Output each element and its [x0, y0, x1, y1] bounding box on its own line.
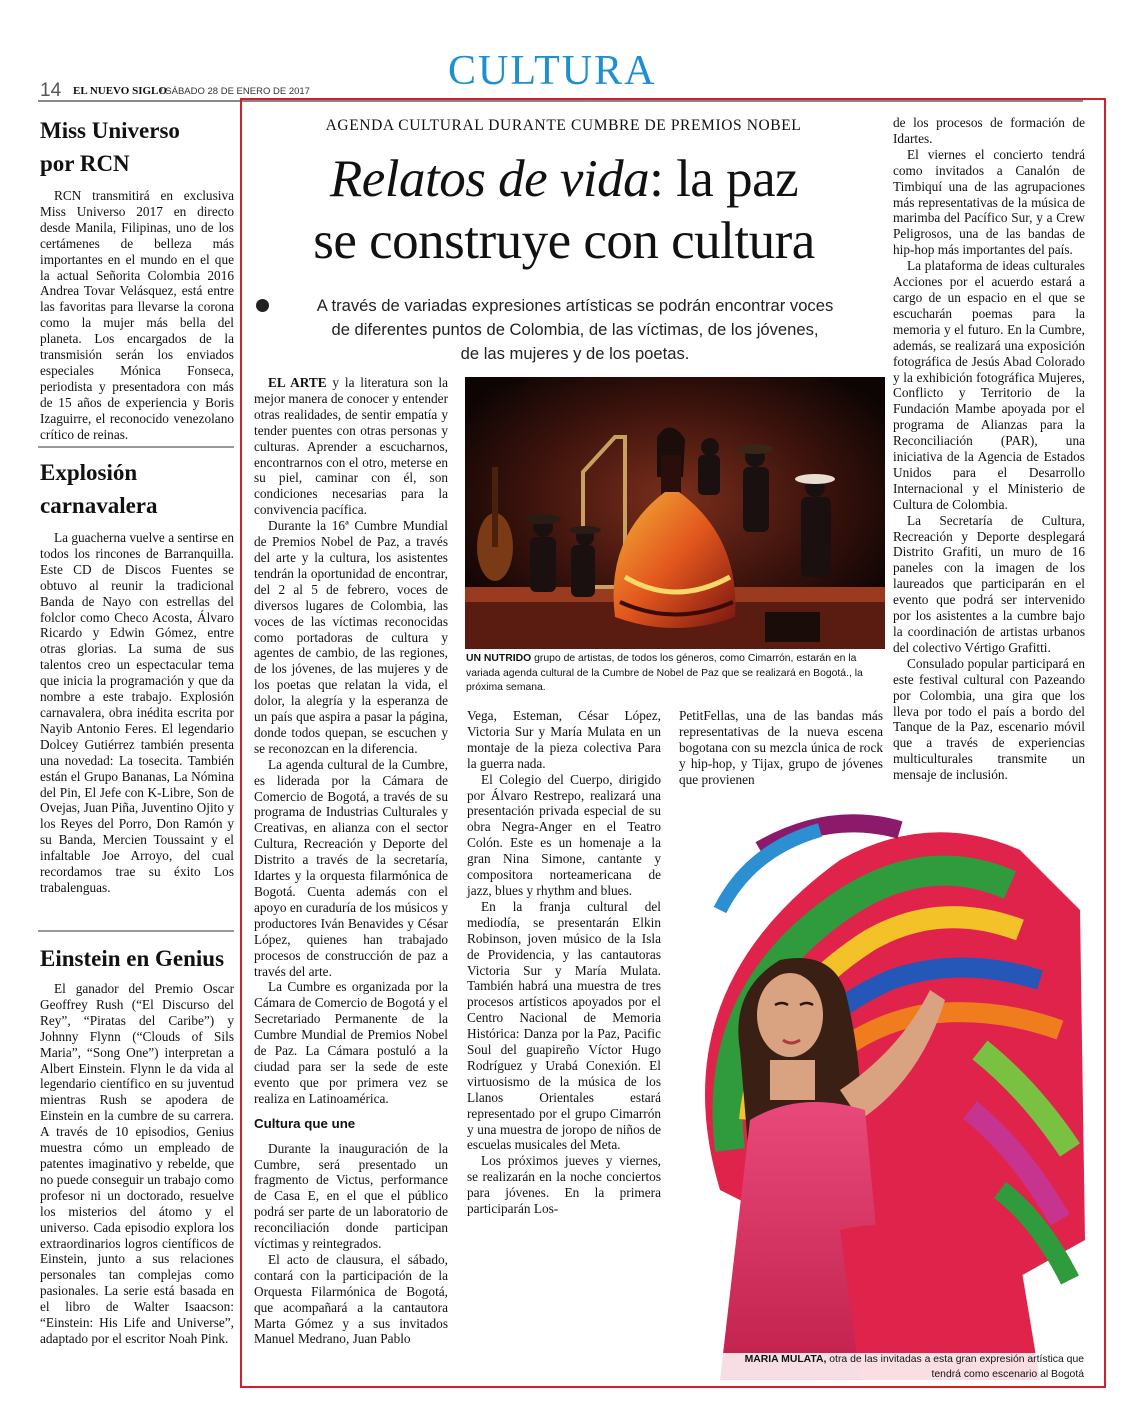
- sidebar-item: [40, 456, 234, 896]
- masthead: EL NUEVO SIGLO: [73, 85, 167, 97]
- sidebar-text: La guacherna vuelve a sentirse en todos los rincones de Barranquilla. Este CD de Discos Fuentes se obtuvo al reunir la tradicional Banda de Nayo con estrellas del folclor como Checo Acosta, Álvaro Ricardo y Edwin Gómez, entre otras glorias. La suma de sus talentos creo un espectacular tema que inicia la programación y que da nombre a este trabajo. Explosión carnavalera, obra inédita escrita por Nayib Antonio Feres. El legendario Dolcey Gutiérrez también presenta una novedad: La tosecita. También están el Grupo Bananas, La Nómina del Pin, El Jefe con K-Libre, Son de Ovejas, Juan Piña, Juventino Ojito y los Reyes del Porro, Don Ramón y su Banda, Mercien Toussaint y el infaltable Joe Arroyo, del cual recordamos trae su éxito Los trabalenguas.: [40, 530, 234, 895]
- article-column-2: Vega, Esteman, César López, Victoria Sur y María Mulata en un montaje de la pieza colectiva Para la guerra nada. El Colegio del Cuerpo, dirigido por Álvaro Restrepo, realizará una presentación privada especial de su obra Negra-Anger en el Teatro Colón. Este es un homenaje a la gran Nina Simone, cantante y compositora norteamericana de jazz, blues y rhythm and blues. En la franja cultural del mediodía, se presentarán Elkin Robinson, joven músico de la Isla de Providencia, y las cantautoras Victoria Sur y María Mulata. También habrá una muestra de tres procesos artísticos apoyados por el Centro Nacional de Memoria Histórica: Danza por la Paz, Pacific Soul del guapireño Víctor Hugo Rodríguez y Urabá Conexión. El virtuosismo de la música de los Llanos Orientales estará representado por el grupo Cimarrón y una muestra de joropo de niños de escuelas musicales del Meta. Los próximos jueves y viernes, se realizarán en la noche conciertos para jóvenes. En la primera participarán Los-: [467, 708, 661, 1217]
- issue-date: / SÁBADO 28 DE ENERO DE 2017: [160, 86, 310, 97]
- photo-maria-mulata: [600, 790, 1095, 1380]
- subhead: Cultura que une: [254, 1115, 356, 1131]
- sidebar-title: Einstein en Genius: [40, 946, 225, 971]
- article-column-3: PetitFellas, una de las bandas más representativas de la nueva escena bogotana con su mezcla única de rock y hip-hop, y Tijax, grupo de jóvenes que provienen: [679, 708, 883, 787]
- page-number: 14: [40, 80, 62, 101]
- headline: Relatos de vida: la paz se construye con cultura: [313, 150, 815, 270]
- sidebar-title: Explosión carnavalera: [40, 460, 158, 518]
- article-kicker: AGENDA CULTURAL DURANTE CUMBRE DE PREMIOS NOBEL: [325, 117, 802, 134]
- sidebar-title: Miss Universo por RCN: [40, 118, 180, 176]
- section-title: CULTURA: [448, 48, 657, 94]
- photo1-caption: UN NUTRIDO grupo de artistas, de todos los géneros, como Cimarrón, estarán en la variada agenda cultural de la Cumbre de Nobel de Paz que se realizará en Bogotá., la próxima semana.: [466, 653, 863, 694]
- sidebar-text: RCN transmitirá en exclusiva Miss Universo 2017 en directo desde Manila, Filipinas, uno de los certámenes de belleza más importantes en el mundo en el que la actual Señorita Colombia 2016 Andrea Tovar Velásquez, está entre las favoritas para llevarse la corona como la mujer más bella del planeta. Los encargados de la transmisión serán los enviados especiales Mónica Fonseca, periodista y presentadora con más de 15 años de experiencia y Boris Izaguirre, el reconocido venezolano crítico de reinas.: [40, 188, 234, 442]
- sidebar-item: [40, 942, 234, 1347]
- sidebar: [40, 114, 234, 443]
- photo-stage-performance: [465, 377, 885, 649]
- photo2-caption: MARIA MULATA, otra de las invitadas a esta gran expresión artística que tendrá como escenario al Bogotá: [640, 1353, 1084, 1382]
- sidebar-text: El ganador del Premio Oscar Geoffrey Rush (“El Discurso del Rey”, “Piratas del Caribe”) y Johnny Flynn (“Clouds of Sils Maria”, “Song One”) interpretan a Albert Einstein. Flynn le da vida al legendario científico en su juventud mientras Rush se apodera de Einstein en la cumbre de su carrera. A través de 10 episodios, Genius muestra cómo un empleado de patentes imaginativo y rebelde, que no puede conseguir un trabajo como profesor ni un doctorado, resuelve los misterios del átomo y el universo. Cada episodio explora los extraordinarios logros científicos de Einstein, junto a sus relaciones personales tan complejas como pasionales. La serie está basada en el libro de Walter Isaacson: “Einstein: His Life and Universe”, adaptado por el escritor Noah Pink.: [40, 981, 234, 1346]
- deck-bullet-icon: [256, 299, 269, 312]
- article-column-4: de los procesos de formación de Idartes. El viernes el concierto tendrá como invitados a Canalón de Timbiquí una de las agrupaciones más representativas de la música de marimba del Pacífico Sur, y a Crew Peligrosos, una de las bandas de hip-hop más importantes del país. La plataforma de ideas culturales Acciones por el acuerdo estará a cargo de un espacio en el que se escucharán poemas para la memoria y el futuro. En la Cumbre, además, se realizará una exposición fotográfica de Jesús Abad Colorado y la exhibición fotográfica Mujeres, Conflicto y Territorio de la Fundación Mambe apoyada por el programa de Alianzas para la Reconciliación (PAR), una iniciativa de la Agencia de Estados Unidos para el Desarrollo Internacional y el Ministerio de Cultura de Colombia. La Secretaría de Cultura, Recreación y Deporte desplegará Distrito Grafiti, un muro de 16 paneles con la imagen de los laureados que participarán en el evento que podrá ser intervenido por los asistentes a la cumbre bajo la coordinación de artistas urbanos del colectivo Vértigo Grafitti. Consulado popular participará en este festival cultural con Pazeando por Colombia, una gira que los lleva por todo el país a bordo del Tanque de la Paz, escenario móvil que a través de experiencias multiculturales transmite un mensaje de inclusión.: [893, 115, 1085, 783]
- sidebar-divider: [38, 930, 234, 932]
- sidebar-divider: [38, 446, 234, 448]
- sidebar-item: [40, 114, 234, 443]
- deck: A través de variadas expresiones artísticas se podrán encontrar voces de diferentes puntos de Colombia, de las víctimas, de los jóvenes, de las mujeres y de los poetas.: [316, 296, 834, 363]
- article-column-1: EL ARTE y la literatura son la mejor manera de conocer y entender otras realidades, de sentir empatía y tender puentes con otras personas y culturas. Aprender a escucharnos, encontrarnos con el otro, meterse en su piel, caminar con él, son condiciones necesarias para la convivencia pacífica. Durante la 16ª Cumbre Mundial de Premios Nobel de Paz, a través del arte y la cultura, los asistentes tendrán la oportunidad de encontrar, del 2 al 5 de febrero, voces de diversos lugares de Colombia, las voces de las víctimas reconocidas como portadoras de cultura y agentes de cambio, de las regiones, de los jóvenes, de las mujeres y de los poetas que relatan la vida, el dolor, la alegría y la esperanza de un país que aspira a pasar la página, donde todos quepan, se escuchen y se reconozcan en la diferencia. La agenda cultural de la Cumbre, es liderada por la Cámara de Comercio de Bogotá, a través de su programa de Industrias Culturales y Creativas, en alianza con el sector Cultura, Recreación y Deporte del Distrito a través de la secretaría, Idartes y la orquesta filarmónica de Bogotá. Cuenta además con el apoyo en curaduría de los músicos y productores Iván Benavides y César López, quienes han trabajado procesos de construcción de paz a través del arte. La Cumbre es organizada por la Cámara de Comercio de Bogotá y el Secretariado Permanente de la Cumbre Mundial de Premios Nobel de Paz. La Cámara postuló a la ciudad para ser la sede de este evento que por primera vez se realiza en Latinoamérica. Cultura que une Durante la inauguración de la Cumbre, será presentado un fragmento de Victus, performance de Casa E, en el que el público podrá ser parte de un laboratorio de reconciliación donde participan víctimas y reintegrados. El acto de clausura, el sábado, contará con la participación de la Orquesta Filarmónica de Bogotá, que acompañará a la cantautora Marta Gómez y a sus invitados Manuel Medrano, Juan Pablo: [254, 375, 448, 1347]
